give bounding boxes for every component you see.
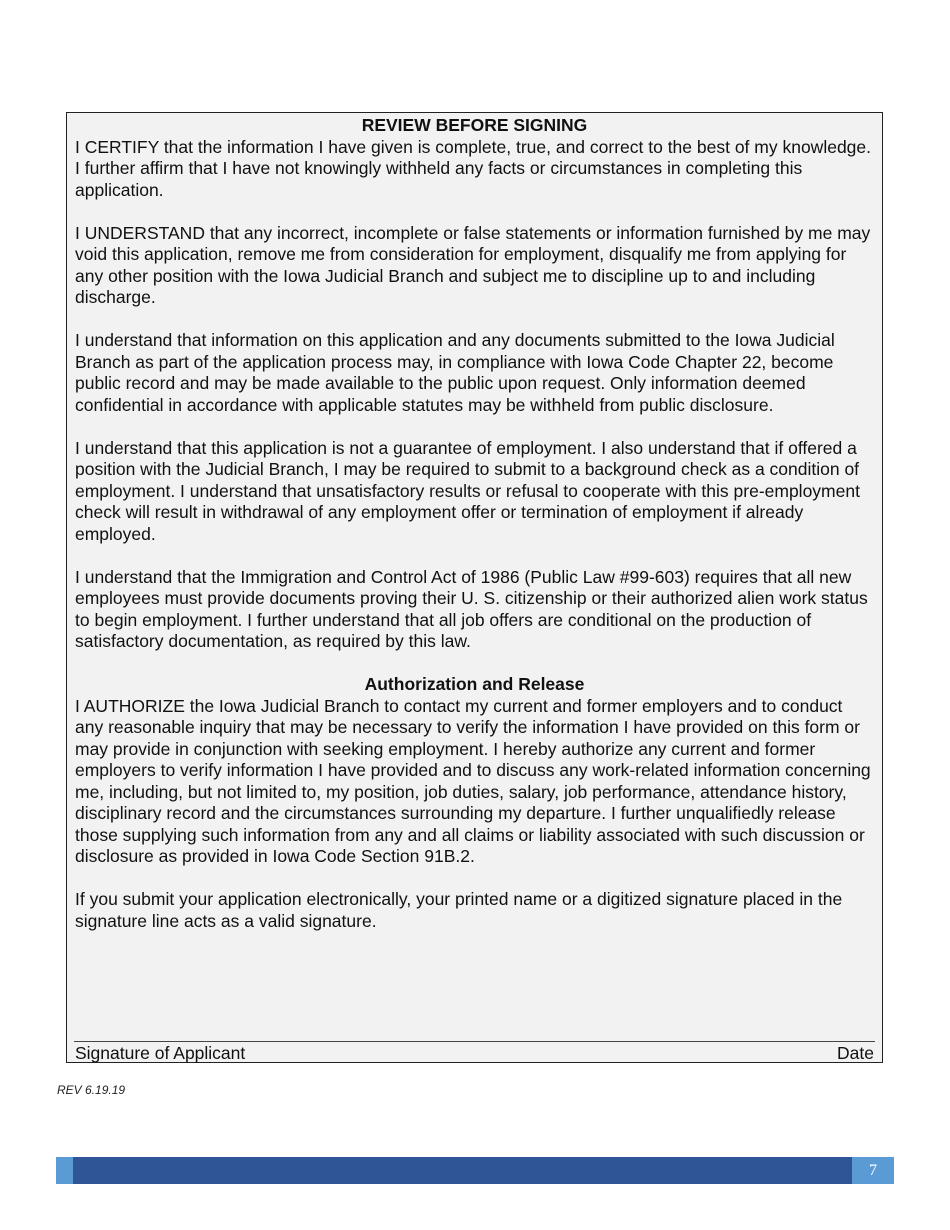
signature-line[interactable]	[74, 1041, 875, 1064]
footer-accent	[56, 1157, 73, 1184]
revision-label: REV 6.19.19	[57, 1083, 126, 1097]
authorization-heading: Authorization and Release	[364, 674, 585, 694]
review-before-signing-box	[66, 112, 883, 1063]
public-record-paragraph: I understand that information on this application and any documents submitted to the Iowa Judicial Branch as part of the application process may, in compliance with Iowa Code Chapter 22, become public record and may be made available to the public upon request. Only information deemed confidential in accordance with applicable statutes may be withheld from public disclosure.	[75, 330, 835, 415]
certify-paragraph: I CERTIFY that the information I have given is complete, true, and correct to the best of my knowledge. I further affirm that I have not knowingly withheld any facts or circumstances in completing this application.	[75, 136, 872, 200]
understand-paragraph: I UNDERSTAND that any incorrect, incomplete or false statements or information furnished by me may void this application, remove me from consideration for employment, disqualify me from applying for any other position with the Iowa Judicial Branch and subject me to discipline up to and including discharge.	[75, 222, 871, 307]
authorization-paragraph: I AUTHORIZE the Iowa Judicial Branch to contact my current and former employers and to conduct any reasonable inquiry that may be necessary to verify the information I have provided on this form or may provide in conjunction with seeking employment. I hereby authorize any current and former employers to verify information I have provided and to discuss any work-related information concerning me, including, but not limited to, my position, job duties, salary, job performance, attendance history, disciplinary record and the circumstances surrounding my departure. I further unqualifiedly release those supplying such information from any and all claims or liability associated with such discussion or disclosure as provided in Iowa Code Section 91B.2.	[75, 695, 871, 866]
footer-bar	[56, 1157, 894, 1184]
signature-label: Signature of Applicant	[75, 1043, 246, 1063]
immigration-paragraph: I understand that the Immigration and Control Act of 1986 (Public Law #99-603) requires that all new employees must provide documents proving their U. S. citizenship or their authorized alien work status to begin employment. I further understand that all job offers are conditional on the production of satisfactory documentation, as required by this law.	[75, 566, 868, 651]
electronic-signature-paragraph: If you submit your application electronically, your printed name or a digitized signature placed in the signature line acts as a valid signature.	[75, 889, 843, 931]
date-label: Date	[837, 1043, 874, 1063]
page-number: 7	[852, 1157, 894, 1184]
review-heading: REVIEW BEFORE SIGNING	[361, 115, 588, 135]
background-check-paragraph: I understand that this application is not a guarantee of employment. I also understand that if offered a position with the Judicial Branch, I may be required to submit to a background check as a condition of employment. I understand that unsatisfactory results or refusal to cooperate with this pre-employment check will result in withdrawal of any employment offer or termination of employment if already employed.	[75, 437, 860, 544]
review-box-content	[75, 113, 874, 932]
